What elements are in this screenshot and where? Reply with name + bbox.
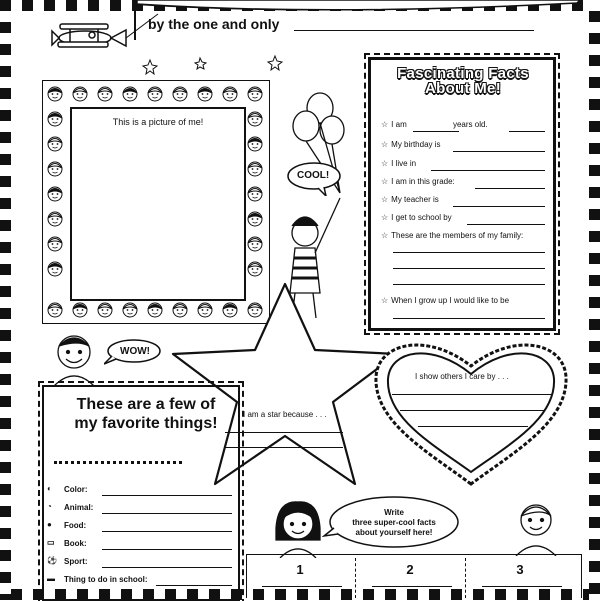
family-line-3[interactable]	[393, 284, 545, 285]
kid-face-icon	[246, 259, 264, 277]
soccer-ball-icon: ⚽	[47, 556, 57, 565]
kid-face-icon	[121, 84, 139, 102]
favorite-color: ◐ Color:	[47, 484, 88, 494]
fact-grade: ☆ I am in this grade:	[381, 177, 455, 186]
favorites-dotted-divider	[54, 461, 182, 464]
author-name-line[interactable]	[294, 30, 534, 31]
table-divider-2	[465, 558, 466, 598]
family-line-1[interactable]	[393, 252, 545, 253]
favorite-food: ● Food:	[47, 520, 87, 530]
wow-bubble-text: WOW!	[120, 346, 150, 357]
fact-family: ☆ These are the members of my family:	[381, 231, 524, 240]
color-line[interactable]	[102, 495, 232, 496]
kid-face-icon	[246, 159, 264, 177]
heart-line-2[interactable]	[400, 410, 544, 411]
sparkle-stars-icon	[140, 50, 300, 80]
favorite-school-thing: ▬ Thing to do in school:	[47, 574, 148, 584]
sport-line[interactable]	[102, 567, 232, 568]
age-line-end[interactable]	[509, 131, 545, 132]
boy-face-icon	[48, 330, 108, 386]
facts-title-line1: Fascinating Facts	[397, 65, 529, 82]
star-bullet-icon: ☆	[381, 213, 389, 222]
heart-line-1[interactable]	[392, 394, 552, 395]
cool-bubble-text: COOL!	[297, 170, 330, 181]
kid-face-icon	[96, 300, 114, 318]
facts-title-line2: About Me!	[424, 80, 501, 97]
star-bullet-icon: ☆	[381, 140, 389, 149]
star-bullet-icon: ☆	[381, 195, 389, 204]
school-bus-icon: ▬	[47, 574, 55, 583]
picture-caption: This is a picture of me!	[112, 117, 204, 127]
kid-face-icon	[146, 84, 164, 102]
star-line-1[interactable]	[225, 432, 343, 433]
picture-area[interactable]	[70, 107, 246, 301]
kid-face-icon	[46, 234, 64, 252]
heart-line-3[interactable]	[418, 426, 528, 427]
cool-fact-line-2[interactable]	[372, 586, 452, 587]
page-border-left	[0, 0, 11, 600]
cool-facts-prompt: Write three super-cool facts about yourself here!	[352, 508, 436, 537]
animal-line[interactable]	[102, 513, 232, 514]
kid-face-icon	[246, 184, 264, 202]
family-line-2[interactable]	[393, 268, 545, 269]
boy-face-right-icon	[506, 496, 566, 556]
book-line[interactable]	[102, 549, 232, 550]
kid-face-icon	[146, 300, 164, 318]
food-line[interactable]	[102, 531, 232, 532]
kid-face-icon	[46, 159, 64, 177]
cool-fact-number-3: 3	[516, 562, 524, 577]
favorites-box	[42, 385, 240, 601]
palette-icon: ◐	[47, 484, 52, 493]
kid-face-icon	[46, 300, 64, 318]
kid-face-icon	[46, 134, 64, 152]
kid-face-icon	[196, 84, 214, 102]
live-in-line[interactable]	[431, 170, 545, 171]
birthday-line[interactable]	[453, 151, 545, 152]
fact-live-in: ☆ I live in	[381, 159, 417, 168]
cool-fact-line-3[interactable]	[482, 586, 562, 587]
kid-face-icon	[246, 234, 264, 252]
kid-face-icon	[246, 134, 264, 152]
get-to-school-line[interactable]	[467, 224, 545, 225]
fact-age: ☆ I am years old.	[381, 120, 488, 129]
kid-face-icon	[46, 184, 64, 202]
star-bullet-icon: ☆	[381, 231, 389, 240]
kid-face-icon	[246, 209, 264, 227]
kid-face-icon	[71, 300, 89, 318]
school-thing-line[interactable]	[156, 585, 232, 586]
fact-get-to-school: ☆ I get to school by	[381, 213, 452, 222]
favorite-book: ▭ Book:	[47, 538, 87, 548]
teacher-line[interactable]	[453, 206, 545, 207]
kid-face-icon	[171, 84, 189, 102]
star-line-2[interactable]	[225, 447, 343, 448]
cool-fact-line-1[interactable]	[262, 586, 342, 587]
cool-fact-number-2: 2	[406, 562, 414, 577]
heart-shape	[368, 332, 574, 492]
kid-face-icon	[121, 300, 139, 318]
kid-face-icon	[46, 109, 64, 127]
page-border-right	[589, 0, 600, 600]
kid-face-icon	[221, 84, 239, 102]
girl-face-icon	[268, 498, 328, 558]
favorite-sport: ⚽ Sport:	[47, 556, 88, 566]
cat-icon: ◔	[47, 502, 52, 511]
fact-birthday: ☆ My birthday is	[381, 140, 441, 149]
kid-face-icon	[96, 84, 114, 102]
book-icon: ▭	[47, 538, 55, 547]
by-line: by the one and only	[148, 16, 280, 32]
grow-up-line[interactable]	[393, 318, 545, 319]
star-bullet-icon: ☆	[381, 177, 389, 186]
kid-face-icon	[246, 84, 264, 102]
star-bullet-icon: ☆	[381, 159, 389, 168]
cool-fact-number-1: 1	[296, 562, 304, 577]
favorite-animal: ◔ Animal:	[47, 502, 94, 512]
star-bullet-icon: ☆	[381, 296, 389, 305]
favorites-title: These are a few of my favorite things!	[74, 396, 218, 432]
fact-grow-up: ☆ When I grow up I would like to be	[381, 296, 510, 305]
star-bullet-icon: ☆	[381, 120, 389, 129]
apple-icon: ●	[47, 520, 52, 529]
table-divider-1	[355, 558, 356, 598]
kid-face-icon	[46, 209, 64, 227]
star-prompt: I am a star because . . .	[243, 410, 327, 419]
kid-face-icon	[246, 109, 264, 127]
kid-face-icon	[46, 259, 64, 277]
grade-line[interactable]	[475, 188, 545, 189]
kid-face-icon	[71, 84, 89, 102]
age-line[interactable]	[413, 131, 459, 132]
fact-teacher: ☆ My teacher is	[381, 195, 439, 204]
heart-prompt: I show others I care by . . .	[415, 372, 509, 381]
kid-face-icon	[46, 84, 64, 102]
